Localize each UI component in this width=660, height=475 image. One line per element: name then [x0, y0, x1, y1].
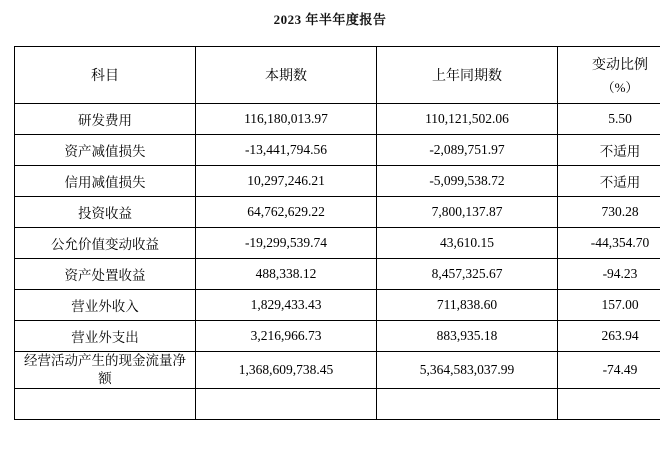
cell-change: -74.49	[558, 352, 660, 389]
table-body	[15, 104, 660, 420]
table-row	[15, 135, 660, 166]
cell-item: 研发费用	[15, 104, 196, 135]
financial-table	[14, 46, 660, 420]
cell-current: -19,299,539.74	[196, 228, 377, 259]
cell-change: 730.28	[558, 197, 660, 228]
column-header-change	[558, 47, 660, 104]
cell-previous: 43,610.15	[377, 228, 558, 259]
cell-item: 投资收益	[15, 197, 196, 228]
cell-item: 资产处置收益	[15, 259, 196, 290]
cell-current: -13,441,794.56	[196, 135, 377, 166]
cell-change: 不适用	[558, 135, 660, 166]
cell-current: 64,762,629.22	[196, 197, 377, 228]
table-row	[15, 321, 660, 352]
cell-current: 488,338.12	[196, 259, 377, 290]
cell-previous: 7,800,137.87	[377, 197, 558, 228]
column-header-item: 科目	[15, 47, 196, 104]
cell-item: 营业外收入	[15, 290, 196, 321]
table-row	[15, 259, 660, 290]
cell-item: 营业外支出	[15, 321, 196, 352]
cell-change: 不适用	[558, 166, 660, 197]
column-header-previous: 上年同期数	[377, 47, 558, 104]
table-row	[15, 104, 660, 135]
cell-item: 信用减值损失	[15, 166, 196, 197]
cell-current: 1,829,433.43	[196, 290, 377, 321]
table-row	[15, 166, 660, 197]
table-header	[15, 47, 660, 104]
cell-change: 5.50	[558, 104, 660, 135]
cell-previous: -2,089,751.97	[377, 135, 558, 166]
cell-previous: 883,935.18	[377, 321, 558, 352]
cell-change	[558, 389, 660, 420]
table-row	[15, 352, 660, 389]
cell-change: 263.94	[558, 321, 660, 352]
table-row-clipped	[15, 389, 660, 420]
cell-current: 1,368,609,738.45	[196, 352, 377, 389]
cell-previous: 5,364,583,037.99	[377, 352, 558, 389]
column-header-change-label: 变动比例	[592, 58, 648, 73]
cell-previous: 110,121,502.06	[377, 104, 558, 135]
table-row	[15, 228, 660, 259]
cell-change: 157.00	[558, 290, 660, 321]
page-title: 2023 年半年度报告	[273, 12, 387, 27]
cell-item: 资产减值损失	[15, 135, 196, 166]
cell-change: -94.23	[558, 259, 660, 290]
cell-item	[15, 389, 196, 420]
column-header-current: 本期数	[196, 47, 377, 104]
cell-previous: 8,457,325.67	[377, 259, 558, 290]
table-header-row	[15, 47, 660, 104]
cell-current: 10,297,246.21	[196, 166, 377, 197]
cell-previous: -5,099,538.72	[377, 166, 558, 197]
cell-item: 公允价值变动收益	[15, 228, 196, 259]
cell-current: 3,216,966.73	[196, 321, 377, 352]
financial-table-container	[14, 46, 650, 420]
cell-change: -44,354.70	[558, 228, 660, 259]
column-header-change-unit: （%）	[601, 80, 639, 95]
cell-current: 116,180,013.97	[196, 104, 377, 135]
cell-previous: 711,838.60	[377, 290, 558, 321]
cell-item: 经营活动产生的现金流量净额	[15, 352, 196, 389]
cell-previous	[377, 389, 558, 420]
table-row	[15, 197, 660, 228]
cell-current	[196, 389, 377, 420]
table-row	[15, 290, 660, 321]
